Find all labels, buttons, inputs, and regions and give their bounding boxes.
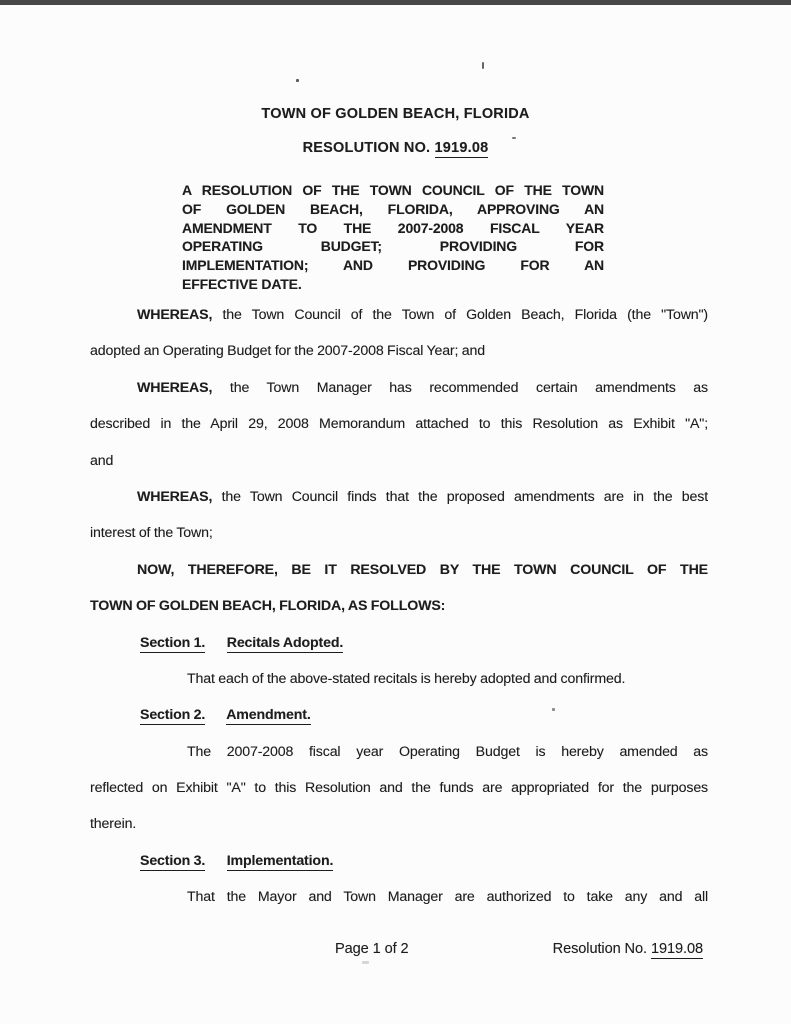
whereas-lead: WHEREAS, bbox=[137, 488, 213, 505]
section-2-text-line: reflected on Exhibit "A" to this Resolution and the funds are appropriated for the purposes bbox=[90, 780, 708, 797]
whereas-clause-2-line bbox=[90, 370, 708, 406]
text-line: AMENDMENT TO THE 2007-2008 FISCAL YEAR bbox=[182, 219, 604, 236]
whereas-clause-3-line bbox=[90, 479, 708, 515]
scan-speck bbox=[296, 79, 299, 82]
resolution-label: RESOLUTION NO. bbox=[302, 140, 431, 156]
resolution-reference bbox=[553, 941, 703, 957]
section-number: Section 3. bbox=[140, 852, 206, 869]
text-line: EFFECTIVE DATE. bbox=[182, 275, 302, 292]
text-line: IMPLEMENTATION; AND PROVIDING FOR AN bbox=[182, 257, 604, 274]
whereas-clause-2-line: described in the April 29, 2008 Memorandum attached to this Resolution as Exhibit "A"; bbox=[90, 416, 708, 433]
section-1-heading bbox=[90, 625, 708, 661]
resolved-clause-line: TOWN OF GOLDEN BEACH, FLORIDA, AS FOLLOWS: bbox=[90, 598, 446, 615]
resolution-number: 1919.08 bbox=[434, 140, 489, 156]
scan-speck bbox=[482, 62, 484, 69]
section-number: Section 1. bbox=[140, 634, 206, 651]
clause-text: the Town Manager has recommended certain amendments as bbox=[229, 379, 708, 396]
whereas-clause-3-line: interest of the Town; bbox=[90, 525, 213, 542]
whereas-lead: WHEREAS, bbox=[137, 307, 213, 323]
clause-text: the Town Council of the Town of Golden Beach, Florida (the "Town") bbox=[222, 307, 708, 323]
whereas-clause-1-line bbox=[90, 297, 708, 333]
section-2-text-line: The 2007-2008 fiscal year Operating Budget is hereby amended as bbox=[187, 743, 708, 760]
section-number: Section 2. bbox=[140, 707, 206, 724]
clause-text: the Town Council finds that the proposed amendments are in the best bbox=[221, 488, 708, 505]
whereas-clause-2-line: and bbox=[90, 452, 114, 469]
document-body bbox=[90, 297, 708, 916]
section-2-text-line: therein. bbox=[90, 816, 137, 833]
section-1-text-line: That each of the above-stated recitals is hereby adopted and confirmed. bbox=[187, 670, 626, 687]
scan-artifact-top-strip bbox=[0, 0, 791, 5]
text-line: A RESOLUTION OF THE TOWN COUNCIL OF THE TOWN bbox=[182, 182, 604, 198]
resolution-title-block bbox=[182, 181, 604, 294]
section-title: Amendment. bbox=[226, 707, 311, 724]
text-line: OPERATING BUDGET; PROVIDING FOR bbox=[182, 238, 604, 255]
text-line: OF GOLDEN BEACH, FLORIDA, APPROVING AN bbox=[182, 200, 604, 217]
document-title: TOWN OF GOLDEN BEACH, FLORIDA bbox=[261, 106, 530, 122]
section-title: Recitals Adopted. bbox=[226, 634, 344, 651]
page-footer bbox=[90, 941, 708, 963]
section-3-text-line: That the Mayor and Town Manager are authorized to take any and all bbox=[187, 889, 708, 906]
resolution-reference-label: Resolution No. bbox=[552, 941, 647, 957]
whereas-lead: WHEREAS, bbox=[137, 379, 213, 396]
resolution-number-heading bbox=[0, 138, 791, 158]
whereas-clause-1-line: adopted an Operating Budget for the 2007-2008 Fiscal Year; and bbox=[90, 343, 486, 360]
section-3-heading bbox=[90, 843, 708, 879]
resolution-reference-number: 1919.08 bbox=[650, 941, 703, 957]
section-2-heading bbox=[90, 697, 708, 733]
section-title: Implementation. bbox=[226, 852, 334, 869]
page-number: Page 1 of 2 bbox=[335, 941, 409, 957]
resolved-clause-line: NOW, THEREFORE, BE IT RESOLVED BY THE TOWN COUNCIL OF THE bbox=[137, 561, 708, 578]
